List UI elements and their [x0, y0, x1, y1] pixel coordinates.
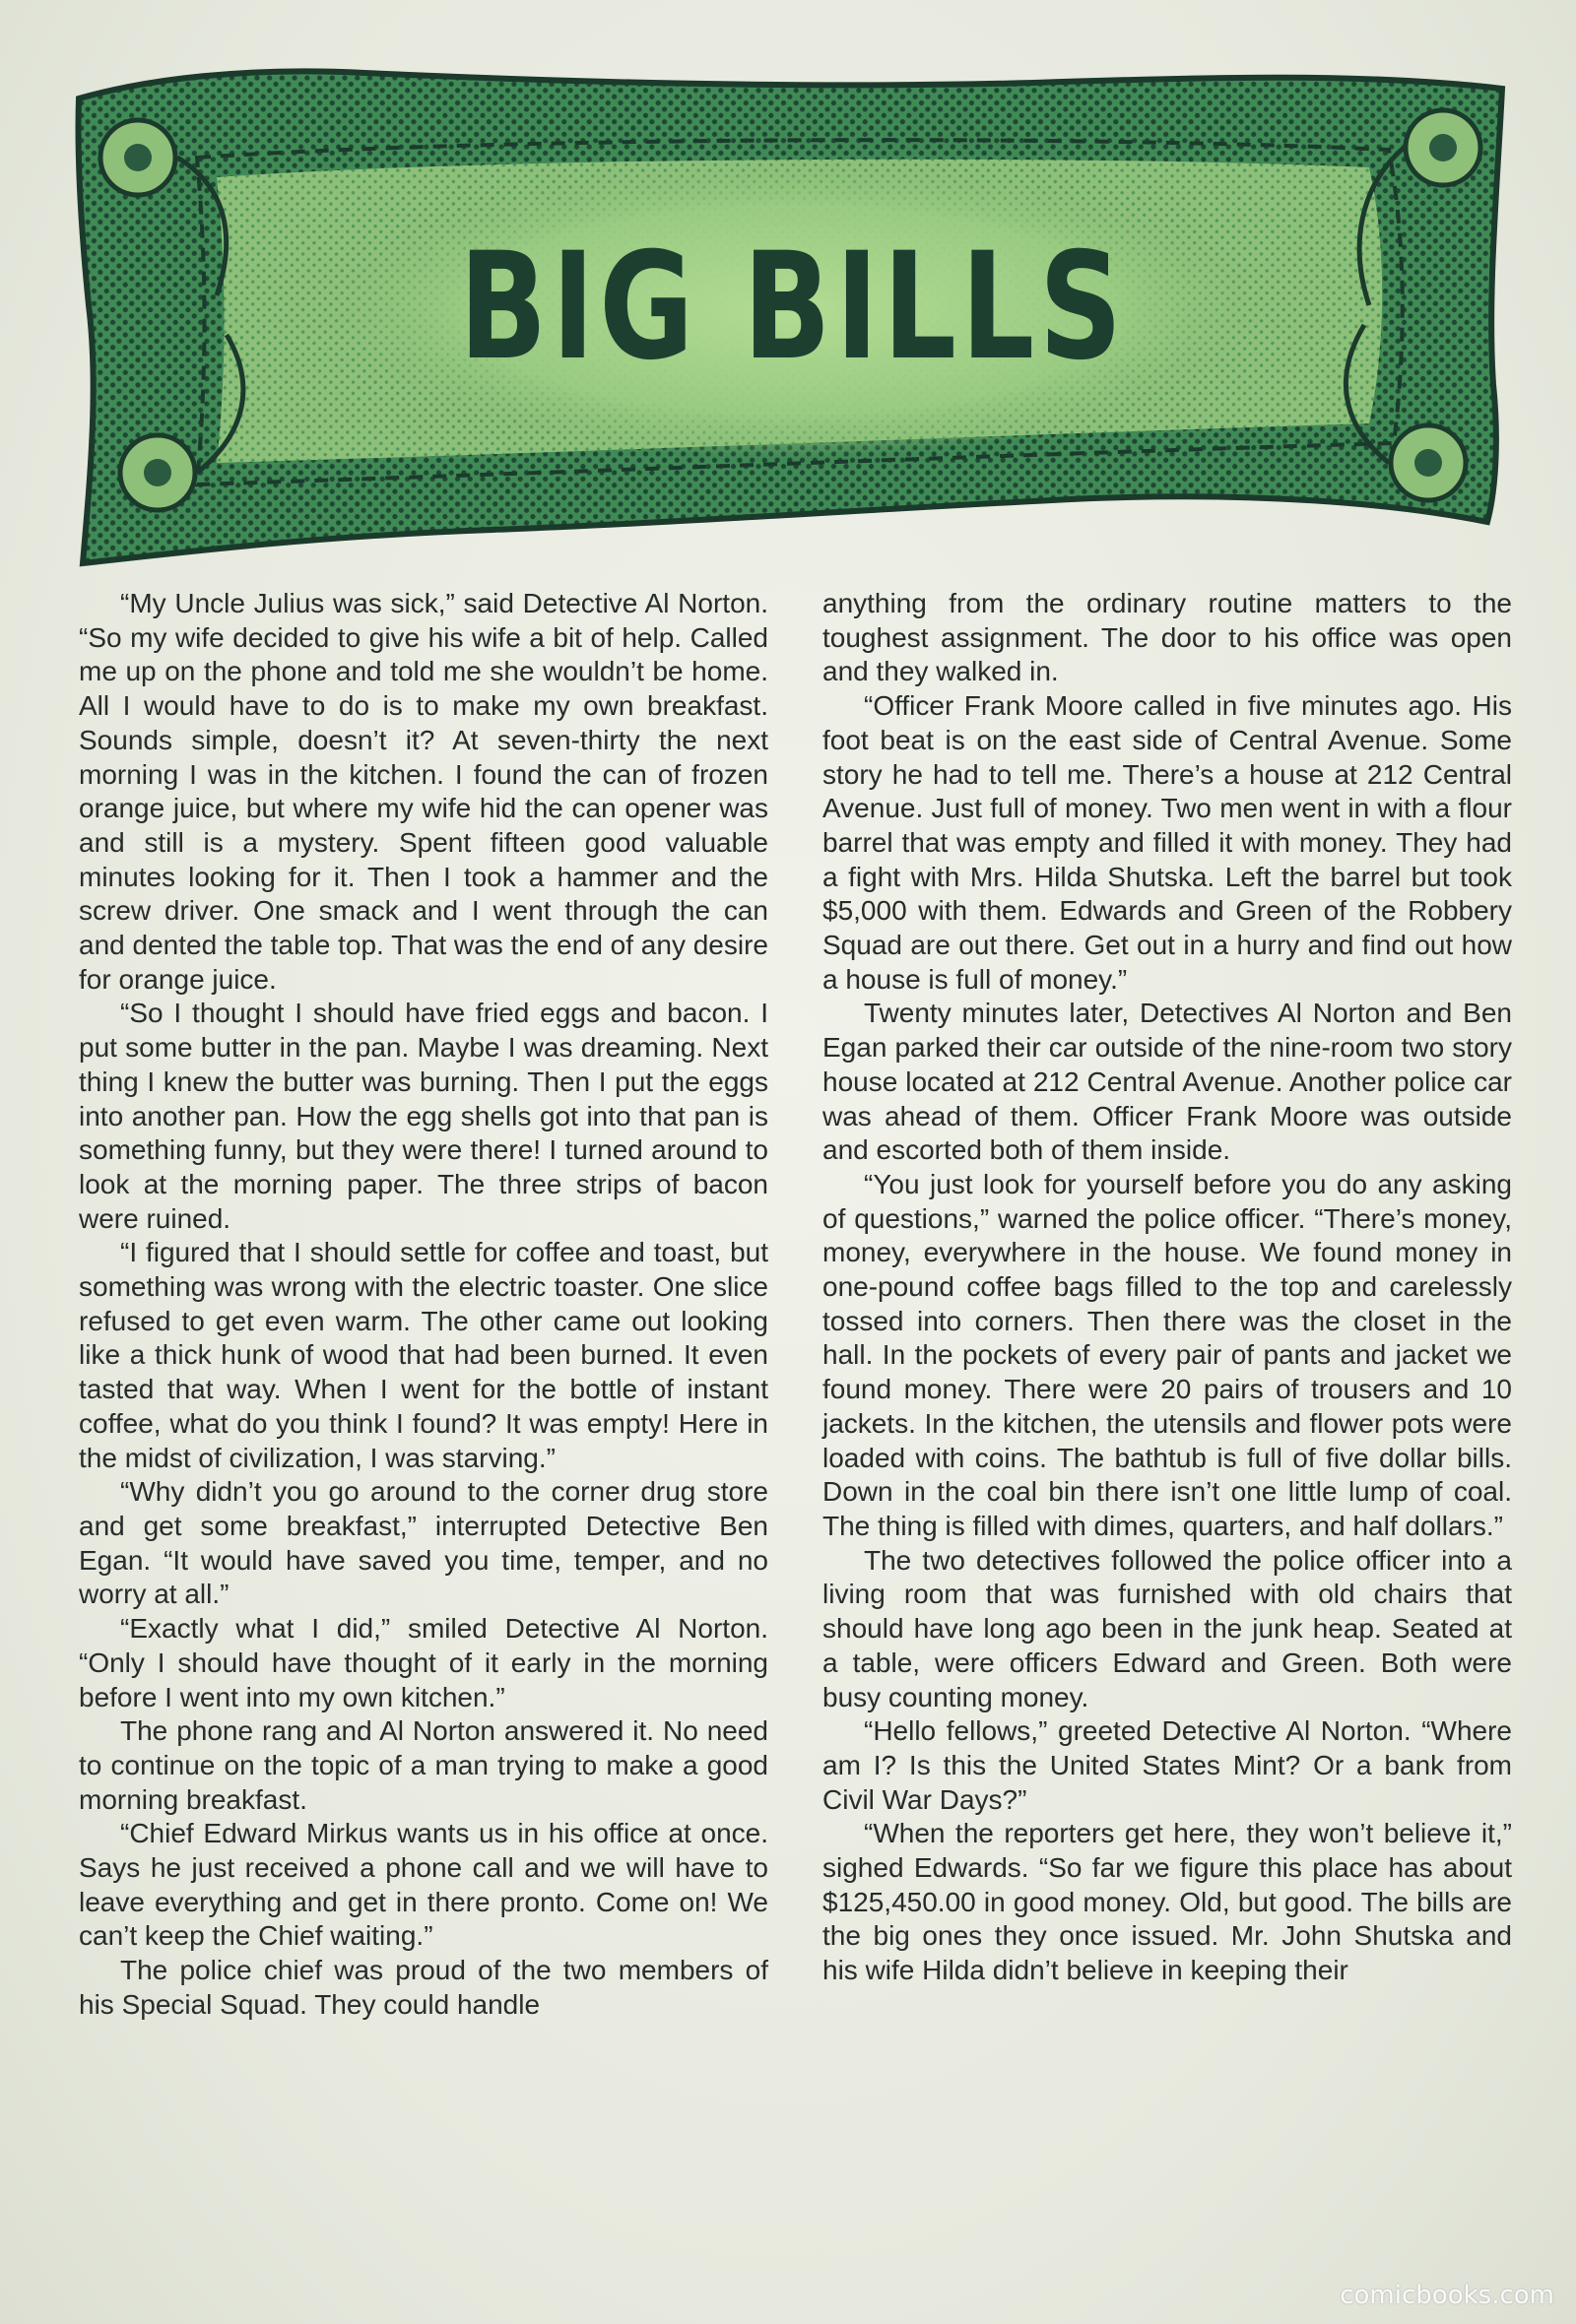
banner-title: BIG BILLS — [459, 222, 1127, 393]
paragraph: “Chief Edward Mirkus wants us in his office at once. Says he just received a phone call and we will have to leave everything and get in there pronto. Come on! We can’t keep the Chief waiting.” — [79, 1818, 768, 1952]
paragraph: anything from the ordinary routine matters to the toughest assignment. The door to his office was open and they walked in. — [822, 588, 1512, 687]
paragraph: The police chief was proud of the two members of his Special Squad. They could handle — [79, 1955, 768, 2020]
paragraph: “I figured that I should settle for coffee and toast, but something was wrong with the electric toaster. One slice refused to get even warm. The other came out looking like a thick hunk of wood that had been burned. It even tasted that way. When I went for the bottle of instant coffee, what do you think I found? It was empty! Here in the midst of civilization, I was starving.” — [79, 1237, 768, 1473]
left-column — [79, 587, 768, 2023]
paragraph: “Hello fellows,” greeted Detective Al Norton. “Where am I? Is this the United States Mint? Or a bank from Civil War Days?” — [822, 1715, 1512, 1815]
paragraph: “My Uncle Julius was sick,” said Detective Al Norton. “So my wife decided to give his wife a bit of help. Called me up on the phone and told me she wouldn’t be home. All I would have to do is to make my own breakfast. Sounds simple, doesn’t it? At seven-thirty the next morning I was in the kitchen. I found the can of frozen orange juice, but where my wife hid the can opener was and still is a mystery. Spent fifteen good valuable minutes looking for it. Then I took a hammer and the screw driver. One smack and I went through the can and dented the table top. That was the end of any desire for orange juice. — [79, 588, 768, 995]
title-banner — [69, 59, 1517, 571]
paragraph: “You just look for yourself before you do any asking of questions,” warned the police officer. “There’s money, money, everywhere in the house. We found money in one-pound coffee bags filled to the top and carelessly tossed into corners. Then there was the closet in the hall. In the pockets of every pair of pants and jacket we found money. There were 20 pairs of trousers and 10 jackets. In the kitchen, the utensils and flower pots were loaded with coins. The bathtub is full of five dollar bills. Down in the coal bin there isn’t one little lump of coal. The thing is filled with dimes, quarters, and half dollars.” — [822, 1168, 1512, 1541]
paragraph: “Officer Frank Moore called in five minutes ago. His foot beat is on the east side of Central Avenue. Some story he had to tell me. There’s a house at 212 Central Avenue. Just full of money. Two men went in with a flour barrel that was empty and filled it with money. They had a fight with Mrs. Hilda Shutska. Left the barrel but took $5,000 with them. Edwards and Green of the Robbery Squad are out there. Get out in a hurry and find out how a house is full of money.” — [822, 690, 1512, 995]
paragraph: “So I thought I should have fried eggs and bacon. I put some butter in the pan. Maybe I was dreaming. Next thing I knew the butter was burning. Then I put the eggs into another pan. How the egg shells got into that pan is something funny, but they were there! I turned around to look at the morning paper. The three strips of bacon were ruined. — [79, 998, 768, 1234]
paragraph: The phone rang and Al Norton answered it. No need to continue on the topic of a man trying to make a good morning breakfast. — [79, 1715, 768, 1815]
paragraph: Twenty minutes later, Detectives Al Norton and Ben Egan parked their car outside of the nine-room two story house located at 212 Central Avenue. Another police car was ahead of them. Officer Frank Moore was outside and escorted both of them inside. — [822, 998, 1512, 1166]
paragraph: The two detectives followed the police officer into a living room that was furnished with old chairs that should have long ago been in the junk heap. Seated at a table, were officers Edward and Green. Both were busy counting money. — [822, 1544, 1512, 1712]
right-column — [822, 587, 1512, 1988]
watermark: comicbooks.com — [1340, 2281, 1554, 2310]
paragraph: “Exactly what I did,” smiled Detective Al Norton. “Only I should have thought of it early in the morning before I went into my own kitchen.” — [79, 1613, 768, 1712]
article-body — [79, 587, 1512, 2281]
paragraph: “Why didn’t you go around to the corner drug store and get some breakfast,” interrupted Detective Ben Egan. “It would have saved you time, temper, and no worry at all.” — [79, 1476, 768, 1610]
paragraph: “When the reporters get here, they won’t believe it,” sighed Edwards. “So far we figure this place has about $125,450.00 in good money. Old, but good. The bills are the big ones they once issued. Mr. John Shutska and his wife Hilda didn’t believe in keeping their — [822, 1818, 1512, 1986]
